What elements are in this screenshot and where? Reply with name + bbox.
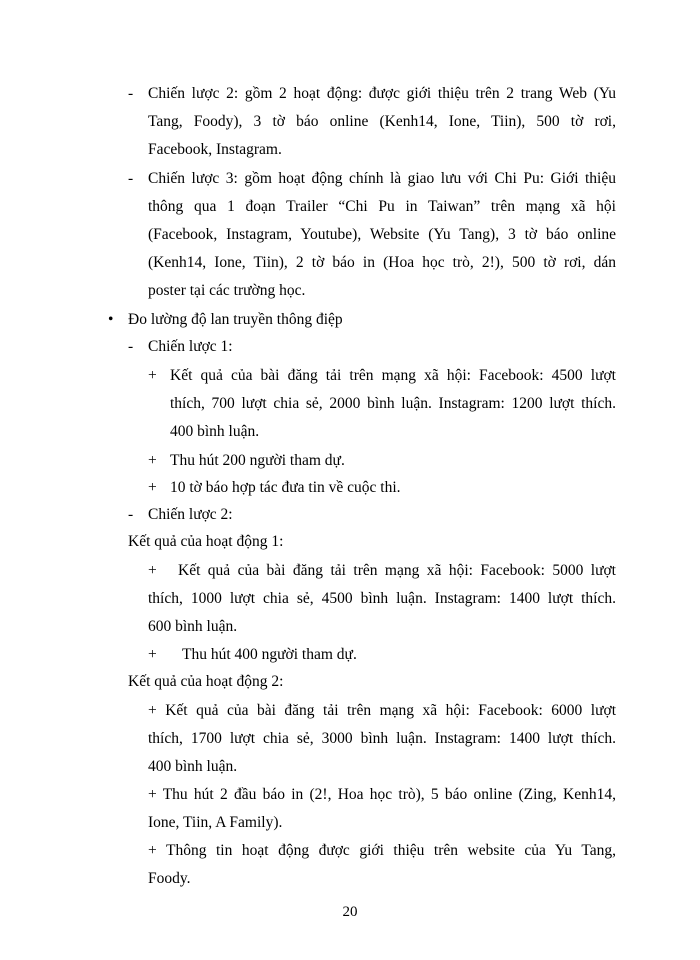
- strategy-2-line-1: Chiến lược 2: gồm 2 hoạt động: được giới thiệu trên 2 trang Web (Yu: [148, 85, 616, 102]
- measure-s2-title: Chiến lược 2:: [148, 506, 233, 523]
- a2-item1-line-1: + Kết quả của bài đăng tải trên mạng xã hội: Facebook: 6000 lượt: [148, 702, 616, 719]
- strategy-2-line-2: Tang, Foody), 3 tờ báo online (Kenh14, Ione, Tiin), 500 tờ rơi,: [148, 113, 616, 130]
- a1-item1-line-3: 600 bình luận.: [148, 618, 238, 635]
- s1-item1-line-2: thích, 700 lượt chia sẻ, 2000 bình luận. Instagram: 1200 lượt thích.: [170, 395, 616, 412]
- a1-item1-line-2: thích, 1000 lượt chia sẻ, 4500 bình luận. Instagram: 1400 lượt thích.: [148, 590, 616, 607]
- activity-2-title: Kết quả của hoạt động 2:: [128, 673, 284, 690]
- a2-item1-line-2: thích, 1700 lượt chia sẻ, 3000 bình luận. Instagram: 1400 lượt thích.: [148, 730, 616, 747]
- dash-marker: -: [128, 170, 134, 187]
- s1-item3: 10 tờ báo hợp tác đưa tin về cuộc thi.: [170, 479, 401, 496]
- a2-item3-line-2: Foody.: [148, 870, 191, 887]
- dash-marker: -: [128, 85, 134, 102]
- strategy-3-line-4: (Kenh14, Ione, Tiin), 2 tờ báo in (Hoa học trò, 2!), 500 tờ rơi, dán: [148, 254, 616, 271]
- a2-item3-line-1: + Thông tin hoạt động được giới thiệu trên website của Yu Tang,: [148, 842, 616, 859]
- s1-item2: Thu hút 200 người tham dự.: [170, 452, 345, 469]
- plus-marker: +: [148, 479, 157, 496]
- measure-s1-title: Chiến lược 1:: [148, 338, 233, 355]
- strategy-3-line-5: poster tại các trường học.: [148, 282, 306, 299]
- dash-marker: -: [128, 506, 134, 523]
- strategy-3-line-1: Chiến lược 3: gồm hoạt động chính là giao lưu với Chi Pu: Giới thiệu: [148, 170, 616, 187]
- strategy-3-line-2: thông qua 1 đoạn Trailer “Chi Pu in Taiwan” trên mạng xã hội: [148, 198, 616, 215]
- dash-marker: -: [128, 338, 134, 355]
- s1-item1-line-3: 400 bình luận.: [170, 423, 260, 440]
- plus-marker: +: [148, 646, 157, 663]
- activity-1-title: Kết quả của hoạt động 1:: [128, 533, 284, 550]
- s1-item1-line-1: Kết quả của bài đăng tải trên mạng xã hội: Facebook: 4500 lượt: [170, 367, 616, 384]
- page-number: 20: [342, 904, 358, 920]
- plus-marker: +: [148, 452, 157, 469]
- bullet-marker: •: [108, 311, 114, 328]
- measure-heading: Đo lường độ lan truyền thông điệp: [128, 311, 343, 328]
- a1-item1-line-1: Kết quả của bài đăng tải trên mạng xã hội: Facebook: 5000 lượt: [178, 562, 616, 579]
- a2-item2-line-1: + Thu hút 2 đầu báo in (2!, Hoa học trò), 5 báo online (Zing, Kenh14,: [148, 786, 616, 803]
- a2-item2-line-2: Ione, Tiin, A Family).: [148, 814, 283, 831]
- plus-marker: +: [148, 562, 157, 579]
- strategy-2-line-3: Facebook, Instagram.: [148, 141, 282, 158]
- a2-item1-line-3: 400 bình luận.: [148, 758, 238, 775]
- a1-item2: Thu hút 400 người tham dự.: [182, 646, 357, 663]
- strategy-3-line-3: (Facebook, Instagram, Youtube), Website (Yu Tang), 3 tờ báo online: [148, 226, 616, 243]
- plus-marker: +: [148, 367, 157, 384]
